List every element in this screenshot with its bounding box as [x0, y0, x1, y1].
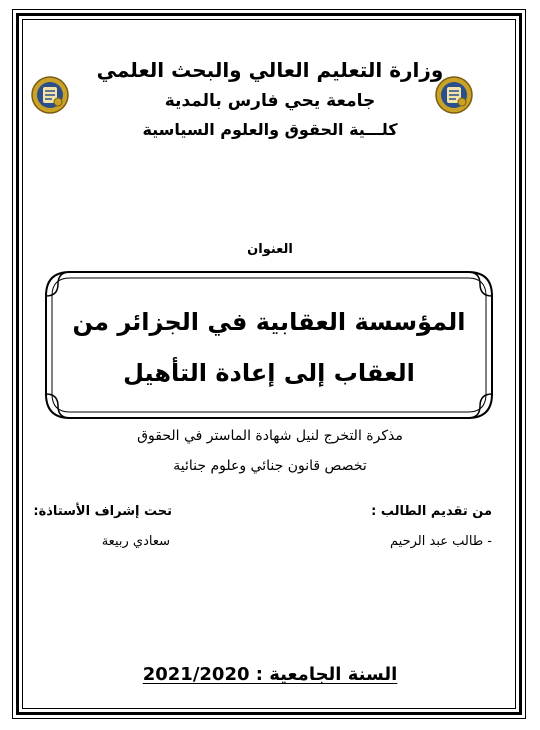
supervisor-label: تحت إشراف الأستاذة:	[33, 504, 172, 519]
supervisor-name: سعادي ربيعة	[101, 534, 170, 549]
title-label: العنوان	[247, 242, 293, 257]
scroll-frame	[40, 266, 498, 424]
faculty-heading: كلـــية الحقوق والعلوم السياسية	[142, 120, 398, 139]
memo-description: مذكرة التخرج لنيل شهادة الماستر في الحقوق	[137, 428, 403, 444]
university-emblem-icon	[434, 75, 474, 115]
student-label: من تقديم الطالب :	[371, 504, 492, 519]
academic-year	[0, 664, 540, 685]
university-heading: جامعة يحي فارس بالمدية	[164, 91, 376, 111]
student-name: - طالب عبد الرحيم	[390, 534, 492, 549]
ministry-heading: وزارة التعليم العالي والبحث العلمي	[96, 58, 444, 82]
thesis-title-line-2: العقاب إلى إعادة التأهيل	[123, 359, 415, 387]
specialty-description: تخصص قانون جنائي وعلوم جنائية	[173, 458, 367, 474]
title-box	[40, 266, 498, 424]
university-emblem-icon	[30, 75, 70, 115]
academic-year-text: السنة الجامعية : 2021/2020	[142, 664, 398, 685]
thesis-title-line-1: المؤسسة العقابية في الجزائر من	[72, 308, 466, 336]
